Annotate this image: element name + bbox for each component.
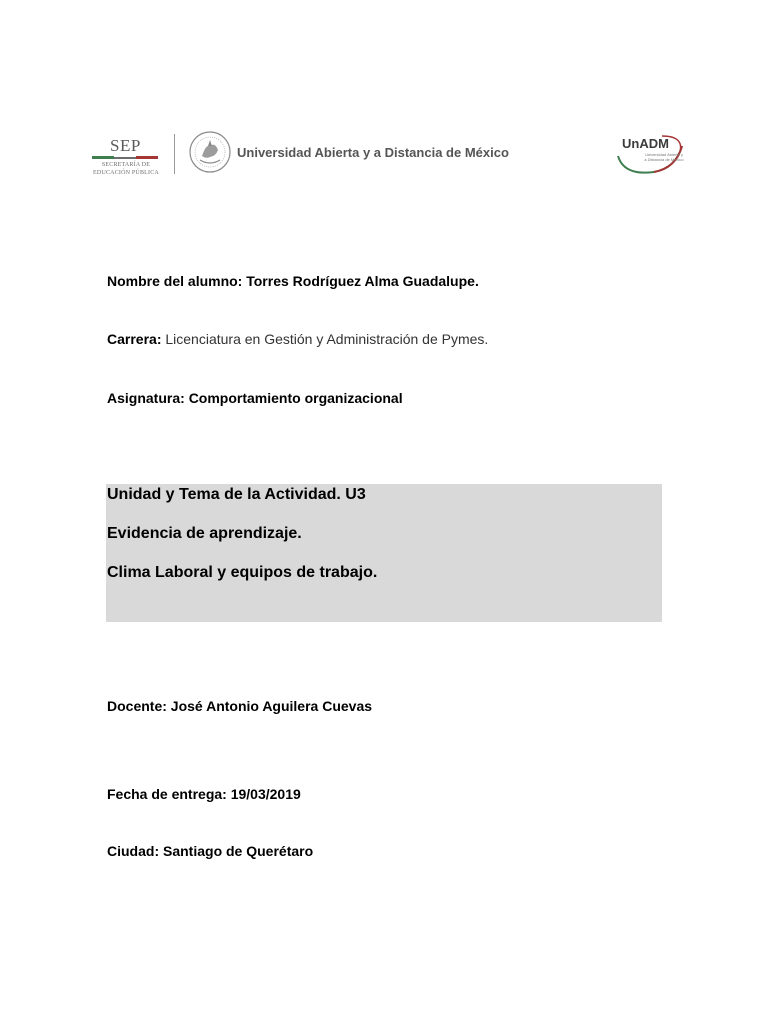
university-name: Universidad Abierta y a Distancia de México	[237, 145, 509, 160]
field-asignatura	[107, 390, 403, 406]
field-carrera	[107, 331, 488, 347]
sep-logo-text: SEP	[110, 136, 141, 155]
alumno-label: Nombre del alumno:	[107, 273, 247, 289]
carrera-value: Licenciatura en Gestión y Administración de Pymes.	[165, 331, 489, 347]
activity-box	[106, 484, 662, 622]
fecha-label: Fecha de entrega:	[107, 786, 231, 802]
activity-evidence-title: Evidencia de aprendizaje.	[107, 525, 302, 542]
ciudad-value: Santiago de Querétaro	[163, 843, 314, 859]
docente-value: José Antonio Aguilera Cuevas	[170, 698, 373, 714]
unadm-logo-text: UnADM	[622, 136, 669, 151]
sep-sub-line2: EDUCACIÓN PÚBLICA	[93, 170, 159, 176]
header-divider	[174, 134, 175, 174]
carrera-label: Carrera:	[107, 331, 166, 347]
sep-logo-rule-red	[136, 156, 158, 159]
field-ciudad	[107, 843, 313, 859]
ciudad-label: Ciudad:	[107, 843, 163, 859]
asignatura-value: Comportamiento organizacional	[188, 390, 403, 406]
field-alumno	[107, 273, 479, 289]
document-header	[84, 128, 688, 180]
sep-sub-line1: SECRETARÍA DE	[101, 162, 151, 168]
alumno-value: Torres Rodríguez Alma Guadalupe.	[246, 273, 479, 289]
mexico-seal-icon	[188, 130, 232, 174]
asignatura-label: Asignatura:	[107, 390, 189, 406]
field-fecha	[107, 786, 301, 802]
docente-label: Docente:	[107, 698, 171, 714]
sep-logo-subtitle	[88, 161, 164, 177]
field-docente	[107, 698, 372, 714]
unadm-logo-subtitle: Universidad Abierta y a Distancia de México	[644, 152, 684, 162]
unadm-logo	[614, 132, 686, 176]
sep-logo-rule-green	[92, 156, 114, 159]
activity-unit-title: Unidad y Tema de la Actividad. U3	[107, 486, 366, 503]
fecha-value: 19/03/2019	[230, 786, 301, 802]
sep-logo	[84, 134, 168, 176]
activity-topic-title: Clima Laboral y equipos de trabajo.	[107, 564, 378, 581]
